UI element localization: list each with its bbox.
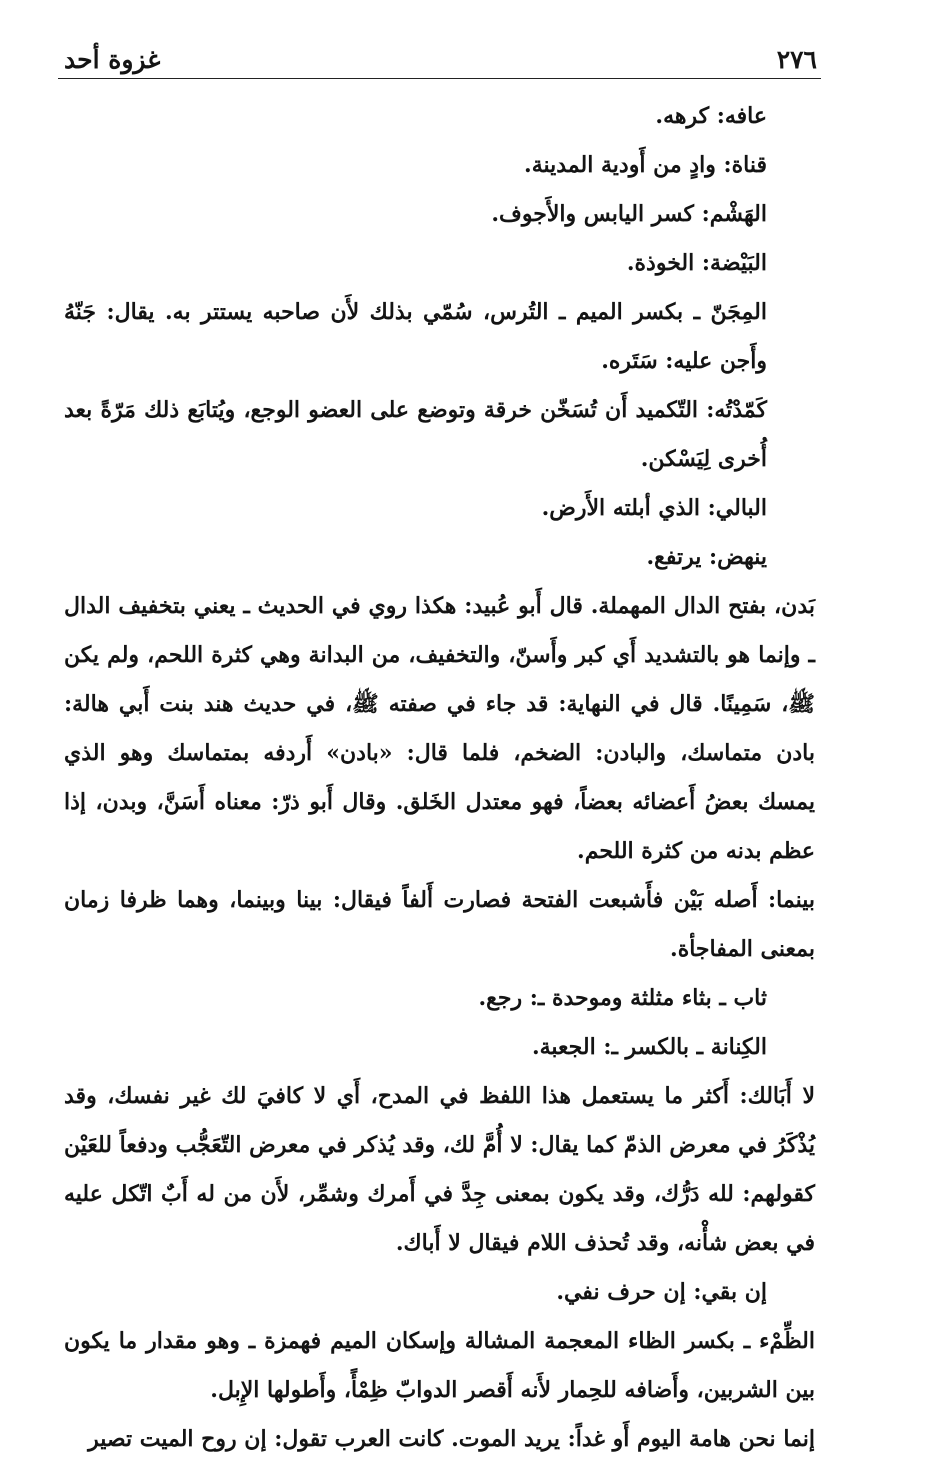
glossary-entry: إنما نحن هامة اليوم أَو غداً: يريد الموت. كانت العرب تقول: إن روح الميت تصير [88, 1426, 815, 1452]
glossary-entry: بينما: أَصله بَيْن فأَشبعت الفتحة فصارت أَلفاً فيقال: بينا وبينما، وهما ظرفا زمان بمعنى المفاجأة. [64, 887, 815, 962]
glossary-text [64, 92, 815, 1464]
glossary-entry: البَيْضة: الخوذة. [626, 250, 767, 276]
running-header [64, 30, 817, 74]
glossary-entry: ينهض: يرتفع. [646, 544, 767, 570]
glossary-entry: الهَشْم: كسر اليابس والأَجوف. [491, 201, 767, 227]
glossary-entry: إن بقي: إن حرف نفي. [556, 1279, 767, 1305]
glossary-entry: الكِنانة ـ بالكسر ـ: الجعبة. [531, 1034, 767, 1060]
glossary-entry: البالي: الذي أبلته الأَرض. [541, 495, 767, 521]
glossary-entry: لا أَبَالك: أَكثر ما يستعمل هذا اللفظ في المدح، أَي لا كافيَ لك غير نفسك، وقد يُذْكَرُ في معرض الذمّ كما يقال: لا أُمَّ لك، وقد يُذكر في معرض التّعَجُّب ودفعاً للعَيْن كقولهم: لله دَرُّك، وقد يكون بمعنى جِدَّ في أَمرك وشمِّر، لأَن من له أَبٌ اتّكل عليه في بعض شأْنه، وقد تُحذف اللام فيقال لا أَباك. [64, 1083, 815, 1256]
glossary-entry: كَمّدْتُه: التّكميد أَن تُسَخّن خرقة وتوضع على العضو الوجع، ويُتابَع ذلك مَرّةً بعد أُخرى لِيَسْكن. [64, 397, 767, 472]
glossary-entry: بَدن، بفتح الدال المهملة. قال أَبو عُبيد: هكذا روي في الحديث ـ يعني بتخفيف الدال ـ وإنما هو بالتشديد أَي كبر وأَسنّ، والتخفيف، من البدانة وهي كثرة اللحم، ولم يكن ﷺ، سَمِينًا. قال في النهاية: قد جاء في صفته ﷺ، في حديث هند بنت أَبي هالة: بادن متماسك، والبادن: الضخم، فلما قال: «بادن» أَردفه بمتماسك وهو الذي يمسك بعضُ أَعضائه بعضاً، فهو معتدل الخَلق. وقال أَبو ذرّ: معناه أَسَنَّ، وبدن، إذا عظم بدنه من كثرة اللحم. [64, 593, 815, 864]
page-number: ٢٧٦ [776, 45, 817, 74]
glossary-entry: ثاب ـ بثاء مثلثة وموحدة ـ: رجع. [478, 985, 767, 1011]
glossary-entry: عافه: كرهه. [655, 103, 767, 129]
header-rule [58, 78, 821, 79]
glossary-entry: قناة: وادٍ من أَودية المدينة. [524, 152, 767, 178]
chapter-title: غزوة أحد [64, 45, 161, 74]
glossary-entry: الظِّمْء ـ بكسر الظاء المعجمة المشالة وإسكان الميم فهمزة ـ وهو مقدار ما يكون بين الشربين، وأَضافه للحِمار لأَنه أَقصر الدوابّ ظِمْأً، وأَطولها الإِبل. [64, 1328, 815, 1403]
glossary-entry: المِجَنّ ـ بكسر الميم ـ التُرس، سُمّي بذلك لأَن صاحبه يستتر به. يقال: جَنّهُ وأَجن عليه: سَتَره. [64, 299, 767, 374]
